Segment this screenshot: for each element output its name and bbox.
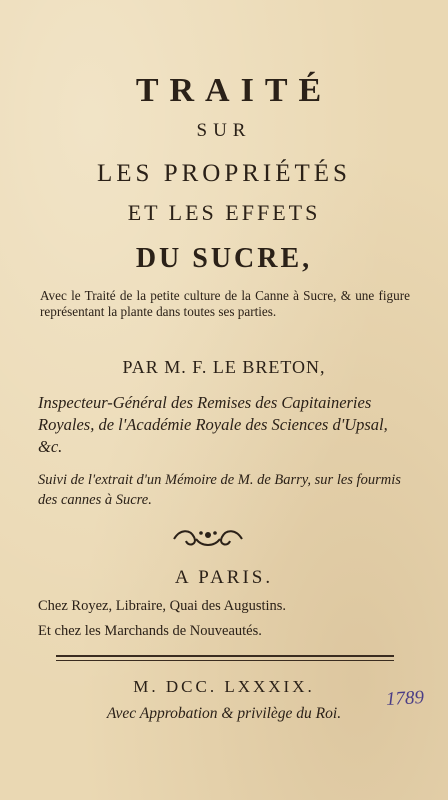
handwritten-year: 1789 (385, 687, 425, 710)
subtitle: Avec le Traité de la petite culture de la Canne à Sucre, & une figure représentant la plante dans toutes ses parties. (40, 288, 410, 319)
imprint-place: A PARIS. (174, 567, 274, 588)
publisher-line-1: Chez Royez, Libraire, Quai des Augustins. (38, 598, 287, 614)
privilege-line: Avec Approbation & privilège du Roi. (106, 705, 342, 722)
double-rule-bottom (56, 660, 394, 661)
double-rule-top (56, 655, 394, 657)
author-line: PAR M. F. LE BRETON, (122, 357, 326, 377)
author-titles: Inspecteur-Général des Remises des Capitaineries Royales, de l'Académie Royale des Sciences d'Upsal, &c. (38, 393, 388, 456)
imprint-date: M. DCC. LXXXIX. (133, 677, 315, 696)
ornament-icon (168, 527, 248, 551)
title-line-sur: SUR (196, 120, 252, 141)
title-line-sucre: DU SUCRE, (135, 243, 313, 274)
title-line-traite: TRAITÉ (135, 72, 333, 109)
title-line-effets: ET LES EFFETS (127, 200, 321, 225)
title-line-proprietes: LES PROPRIÉTÉS (97, 160, 351, 187)
appendix-note: Suivi de l'extrait d'un Mémoire de M. de Barry, sur les fourmis des cannes à Sucre. (38, 472, 401, 508)
publisher-line-2: Et chez les Marchands de Nouveautés. (38, 623, 262, 639)
